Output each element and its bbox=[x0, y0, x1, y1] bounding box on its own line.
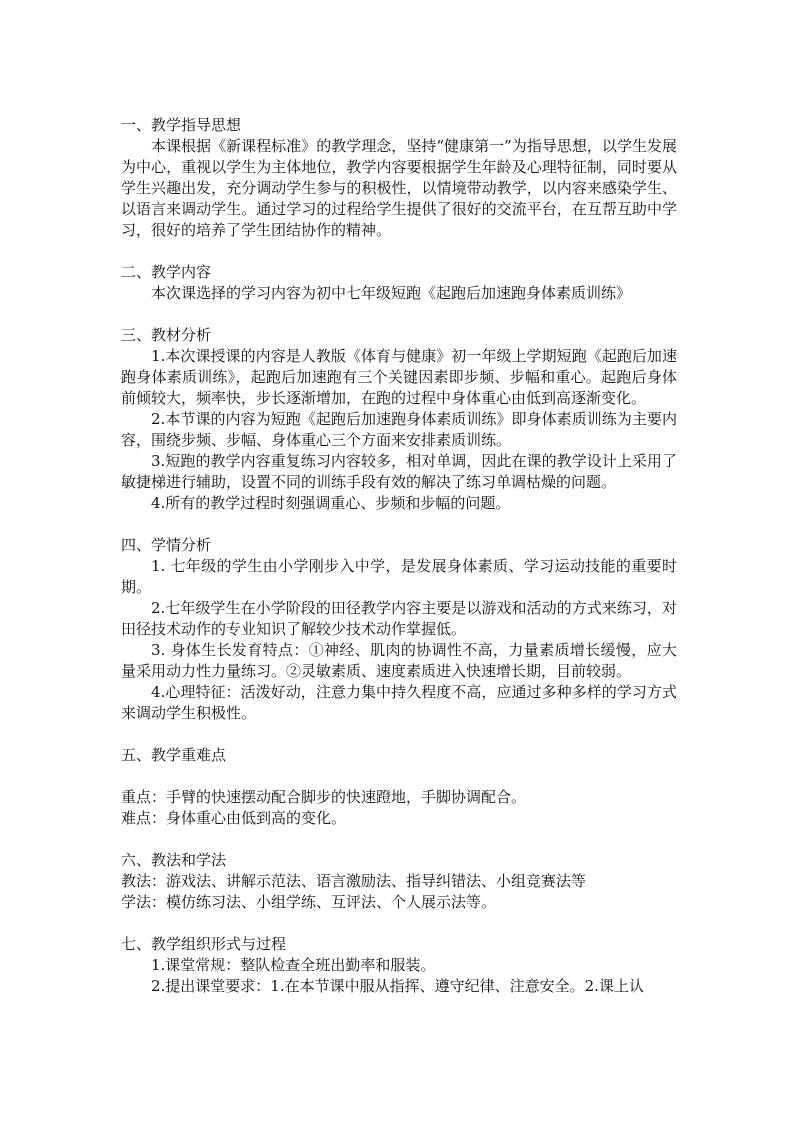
teaching-methods-text: 教法：游戏法、讲解示范法、语言激励法、指导纠错法、小组竞赛法等 bbox=[121, 872, 587, 890]
difficult-point-text: 难点：身体重心由低到高的变化。 bbox=[121, 809, 347, 827]
section-heading: 二、教学内容 bbox=[121, 263, 212, 281]
section-heading: 三、教材分析 bbox=[121, 326, 212, 344]
paragraph: 本课根据《新课程标准》的教学理念，坚持“健康第一”为指导思想，以学生发展为中心，重视以学生为主体地位，教学内容要根据学生年龄及心理特征制，同时要从学生兴趣出发，充分调动学生参与的积极性，以情境带动教学，以内容来感染学生、以语言来调动学生。通过学习的过程给学生提供了很好的交流平台，在互帮互助中学习，很好的培养了学生团结协作的精神。 bbox=[121, 137, 677, 239]
paragraph: 4.心理特征：活泼好动，注意力集中持久程度不高，应通过多种多样的学习方式来调动学生积极性。 bbox=[121, 683, 677, 722]
key-point-text: 重点：手臂的快速摆动配合脚步的快速蹬地，手脚协调配合。 bbox=[121, 788, 527, 806]
section-heading: 一、教学指导思想 bbox=[121, 116, 242, 134]
paragraph: 4.所有的教学过程时刻强调重心、步频和步幅的问题。 bbox=[151, 494, 511, 512]
paragraph: 2.七年级学生在小学阶段的田径教学内容主要是以游戏和活动的方式来练习，对田径技术动作的专业知识了解较少技术动作掌握低。 bbox=[121, 599, 677, 638]
paragraph: 本次课选择的学习内容为初中七年级短跑《起跑后加速跑身体素质训练》 bbox=[151, 284, 632, 302]
section-heading: 六、教法和学法 bbox=[121, 851, 227, 869]
paragraph: 2.本节课的内容为短跑《起跑后加速跑身体素质训练》即身体素质训练为主要内容，围绕步频、步幅、身体重心三个方面来安排素质训练。 bbox=[121, 410, 677, 449]
paragraph: 1. 七年级的学生由小学刚步入中学，是发展身体素质、学习运动技能的重要时期。 bbox=[121, 557, 677, 596]
section-heading: 五、教学重难点 bbox=[121, 746, 227, 764]
paragraph: 3.短跑的教学内容重复练习内容较多，相对单调，因此在课的教学设计上采用了敏捷梯进行辅助，设置不同的训练手段有效的解决了练习单调枯燥的问题。 bbox=[121, 452, 677, 491]
section-heading: 七、教学组织形式与过程 bbox=[121, 935, 287, 953]
learning-methods-text: 学法：模仿练习法、小组学练、互评法、个人展示法等。 bbox=[121, 893, 497, 911]
section-heading: 四、学情分析 bbox=[121, 536, 212, 554]
process-item: 2.提出课堂要求：1.在本节课中服从指挥、遵守纪律、注意安全。2.课上认 bbox=[151, 977, 644, 995]
document-body bbox=[121, 115, 677, 997]
paragraph: 3. 身体生长发育特点：①神经、肌肉的协调性不高，力量素质增长缓慢，应大量采用动力性力量练习。②灵敏素质、速度素质进入快速增长期，目前较弱。 bbox=[121, 641, 677, 680]
process-item: 1.课堂常规：整队检查全班出勤率和服装。 bbox=[151, 956, 436, 974]
paragraph: 1.本次课授课的内容是人教版《体育与健康》初一年级上学期短跑《起跑后加速跑身体素质训练》，起跑后加速跑有三个关键因素即步频、步幅和重心。起跑后身体前倾较大，频率快，步长逐渐增加，在跑的过程中身体重心由低到高逐渐变化。 bbox=[121, 347, 677, 407]
